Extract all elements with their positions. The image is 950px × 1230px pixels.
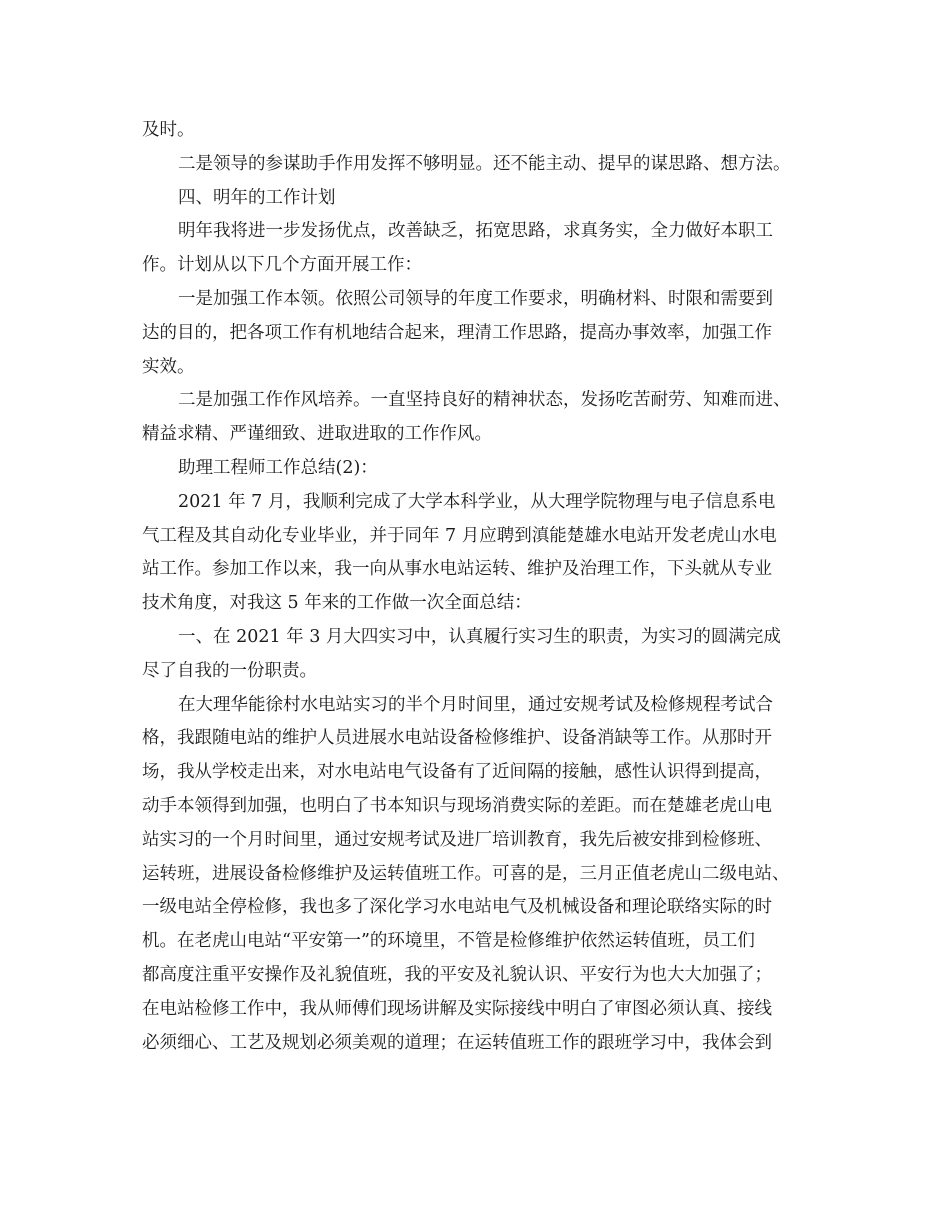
text-line: 二是领导的参谋助手作用发挥不够明显。还不能主动、提早的谋思路、想方法。 — [178, 153, 791, 174]
text-line: 动手本领得到加强，也明白了书本知识与现场消费实际的差距。而在楚雄老虎山电 — [142, 795, 772, 816]
text-line: 运转班，进展设备检修维护及运转值班工作。可喜的是，三月正值老虎山二级电站、 — [142, 863, 790, 884]
document-body — [142, 114, 822, 1060]
text-line: 站实习的一个月时间里，通过安规考试及进厂培训教育，我先后被安排到检修班、 — [142, 829, 772, 850]
text-line: 及时。 — [142, 120, 195, 140]
paragraph — [142, 486, 822, 621]
paragraph — [142, 689, 822, 1061]
paragraph — [142, 114, 822, 148]
text-line: 2021 年 7 月，我顺利完成了大学本科学业，从大理学院物理与电子信息系电 — [178, 491, 776, 512]
text-line: 在电站检修工作中，我从师傅们现场讲解及实际接线中明白了审图必须认真、接线 — [142, 998, 772, 1019]
text-line: 助理工程师工作总结(2)： — [178, 457, 378, 478]
text-line: 场，我从学校走出来，对水电站电气设备有了近间隔的接触，感性认识得到提高， — [142, 762, 772, 783]
paragraph — [142, 148, 822, 182]
text-line: 精益求精、严谨细致、进取进取的工作作风。 — [142, 424, 492, 445]
paragraph — [142, 182, 822, 216]
text-line: 站工作。参加工作以来，我一向从事水电站运转、维护及治理工作，下头就从专业 — [142, 559, 772, 580]
paragraph — [142, 283, 822, 384]
paragraph — [142, 215, 822, 283]
text-line: 机。在老虎山电站“平安第一”的环境里，不管是检修维护依然运转值班，员工们 — [142, 931, 755, 952]
paragraph — [142, 452, 822, 486]
paragraph — [142, 384, 822, 452]
text-line: 格，我跟随电站的维护人员进展水电站设备检修维护、设备消缺等工作。从那时开 — [142, 728, 772, 749]
text-line: 尽了自我的一份职责。 — [142, 660, 317, 681]
paragraph — [142, 621, 822, 689]
text-line: 作。计划从以下几个方面开展工作： — [142, 255, 422, 276]
text-line: 四、明年的工作计划 — [178, 187, 336, 208]
text-line: 二是加强工作作风培养。一直坚持良好的精神状态，发扬吃苦耐劳、知难而进、 — [178, 390, 791, 411]
text-line: 必须细心、工艺及规划必须美观的道理；在运转值班工作的跟班学习中，我体会到 — [142, 1032, 772, 1053]
text-line: 气工程及其自动化专业毕业，并于同年 7 月应聘到滇能楚雄水电站开发老虎山水电 — [142, 525, 777, 546]
text-line: 一是加强工作本领。依照公司领导的年度工作要求，明确材料、时限和需要到 — [178, 288, 773, 309]
text-line: 达的目的，把各项工作有机地结合起来，理清工作思路，提高办事效率，加强工作 — [142, 322, 772, 343]
text-line: 在大理华能徐村水电站实习的半个月时间里，通过安规考试及检修规程考试合 — [178, 694, 773, 715]
text-line: 技术角度，对我这 5 年来的工作做一次全面总结： — [142, 593, 532, 614]
text-line: 一、在 2021 年 3 月大四实习中，认真履行实习生的职责，为实习的圆满完成 — [178, 626, 781, 647]
text-line: 一级电站全停检修，我也多了深化学习水电站电气及机械设备和理论联络实际的时 — [142, 897, 772, 918]
text-line: 明年我将进一步发扬优点，改善缺乏，拓宽思路，求真务实，全力做好本职工 — [178, 221, 773, 242]
text-line: 实效。 — [142, 356, 195, 377]
text-line: 都高度注重平安操作及礼貌值班，我的平安及礼貌认识、平安行为也大大加强了； — [142, 964, 772, 985]
